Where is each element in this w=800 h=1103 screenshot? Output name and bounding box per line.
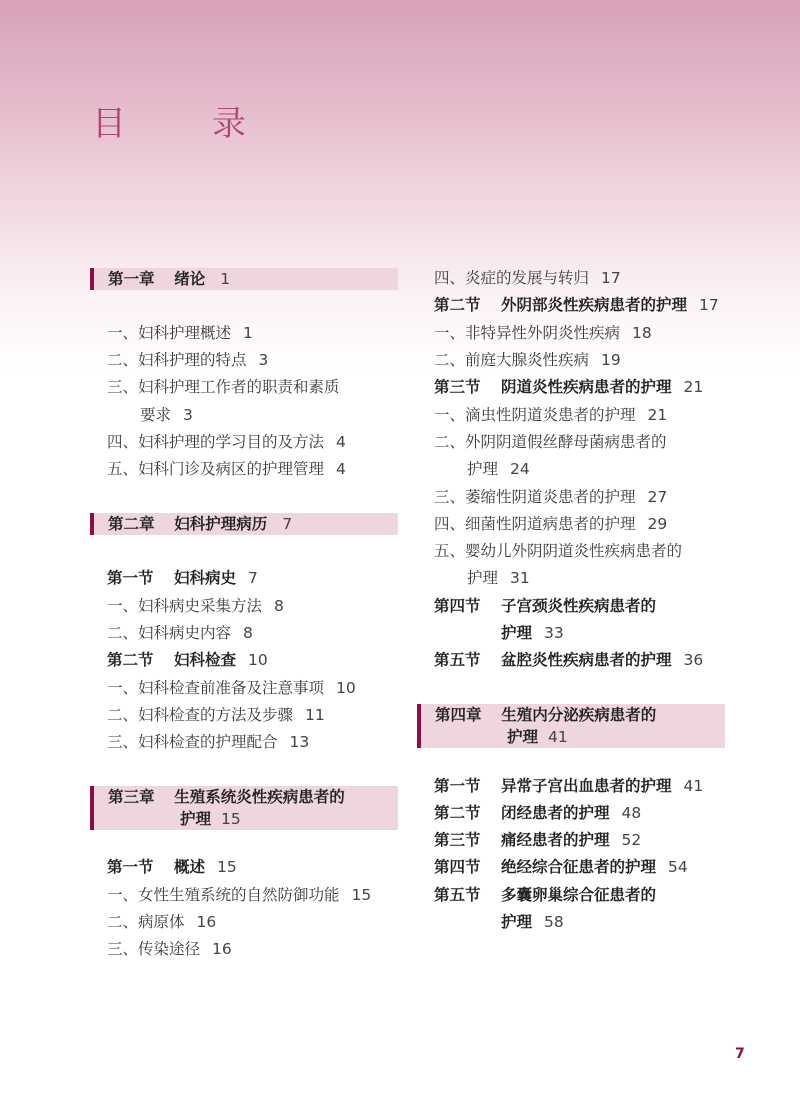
toc-entry[interactable]: [107, 884, 371, 906]
toc-entry-continuation[interactable]: [434, 458, 530, 480]
entry-page: 18: [632, 324, 652, 342]
entry-page: 24: [510, 460, 530, 478]
entry-text: 二、妇科检查的方法及步骤: [107, 706, 294, 724]
section-title: 外阴部炎性疾病患者的护理: [501, 296, 688, 314]
section-entry[interactable]: [434, 595, 656, 617]
section-entry[interactable]: [434, 376, 703, 398]
chapter-page: 41: [548, 728, 568, 746]
section-entry[interactable]: [434, 294, 719, 316]
entry-page: 11: [305, 706, 325, 724]
entry-text: 二、病原体: [107, 913, 185, 931]
entry-text: 护理: [467, 460, 499, 478]
chapter-1-heading[interactable]: [90, 268, 398, 290]
section-entry[interactable]: [434, 802, 641, 824]
toc-entry[interactable]: [107, 622, 253, 644]
page-title: 目 录: [92, 104, 272, 144]
toc-entry[interactable]: [434, 322, 652, 344]
entry-text: 护理: [467, 569, 499, 587]
section-title: 阴道炎性疾病患者的护理: [501, 378, 672, 396]
entry-text: 一、妇科护理概述: [107, 324, 232, 342]
entry-page: 17: [699, 296, 719, 314]
section-entry[interactable]: [107, 856, 237, 878]
toc-entry-continuation[interactable]: [107, 404, 193, 426]
section-number: 第三节: [434, 378, 481, 396]
entry-text: 三、妇科检查的护理配合: [107, 733, 278, 751]
chapter-title: 绪论: [174, 270, 206, 288]
entry-text: 四、妇科护理的学习目的及方法: [107, 433, 325, 451]
toc-entry-continuation[interactable]: [434, 567, 530, 589]
section-title: 概述: [174, 858, 206, 876]
entry-text: 三、妇科护理工作者的职责和素质: [107, 378, 340, 396]
section-title: 护理: [501, 913, 533, 931]
entry-page: 16: [196, 913, 217, 931]
entry-page: 41: [683, 777, 704, 795]
entry-text: 一、非特异性外阴炎性疾病: [434, 324, 621, 342]
entry-page: 36: [683, 651, 704, 669]
entry-page: 3: [183, 406, 193, 424]
entry-page: 16: [212, 940, 232, 958]
chapter-page: 1: [220, 270, 231, 288]
chapter-title-continuation: 护理: [180, 810, 212, 828]
page-number: 7: [735, 1046, 745, 1062]
entry-page: 48: [621, 804, 642, 822]
entry-page: 7: [248, 569, 258, 587]
entry-text: 一、滴虫性阴道炎患者的护理: [434, 406, 636, 424]
entry-page: 21: [647, 406, 668, 424]
toc-entry[interactable]: [107, 376, 340, 398]
chapter-page: 7: [282, 515, 293, 533]
entry-page: 15: [217, 858, 237, 876]
entry-page: 8: [274, 597, 284, 615]
entry-page: 1: [243, 324, 253, 342]
section-number: 第二节: [434, 804, 481, 822]
entry-page: 10: [248, 651, 268, 669]
entry-page: 8: [243, 624, 253, 642]
entry-text: 二、前庭大腺炎性疾病: [434, 351, 590, 369]
entry-page: 27: [647, 488, 668, 506]
entry-text: 五、妇科门诊及病区的护理管理: [107, 460, 325, 478]
section-title: 子宫颈炎性疾病患者的: [501, 597, 657, 615]
section-entry[interactable]: [434, 884, 656, 906]
toc-entry[interactable]: [434, 349, 621, 371]
entry-text: 二、妇科护理的特点: [107, 351, 247, 369]
section-entry-continuation[interactable]: [434, 622, 564, 644]
toc-entry[interactable]: [107, 595, 284, 617]
entry-page: 52: [621, 831, 642, 849]
section-number: 第二节: [107, 651, 154, 669]
chapter-2-heading[interactable]: [90, 513, 398, 535]
toc-entry[interactable]: [434, 431, 667, 453]
section-entry[interactable]: [434, 649, 703, 671]
chapter-3-heading[interactable]: [90, 786, 398, 830]
entry-text: 四、炎症的发展与转归: [434, 269, 590, 287]
toc-entry[interactable]: [434, 486, 667, 508]
chapter-title: 生殖系统炎性疾病患者的: [174, 788, 345, 806]
toc-entry[interactable]: [107, 349, 268, 371]
entry-page: 19: [601, 351, 621, 369]
section-number: 第二节: [434, 296, 481, 314]
chapter-label: 第一章: [108, 270, 155, 288]
toc-entry[interactable]: [434, 513, 667, 535]
section-number: 第五节: [434, 886, 481, 904]
entry-text: 一、女性生殖系统的自然防御功能: [107, 886, 340, 904]
entry-page: 13: [289, 733, 310, 751]
toc-entry[interactable]: [107, 677, 356, 699]
section-entry-continuation[interactable]: [434, 911, 564, 933]
chapter-title: 妇科护理病历: [174, 515, 268, 533]
entry-text: 要求: [140, 406, 172, 424]
section-title: 护理: [501, 624, 533, 642]
entry-text: 一、妇科病史采集方法: [107, 597, 263, 615]
section-number: 第五节: [434, 651, 481, 669]
section-title: 异常子宫出血患者的护理: [501, 777, 672, 795]
section-number: 第四节: [434, 858, 481, 876]
section-entry[interactable]: [434, 775, 703, 797]
entry-page: 17: [601, 269, 621, 287]
section-number: 第一节: [107, 858, 154, 876]
entry-page: 54: [668, 858, 688, 876]
section-entry[interactable]: [434, 829, 641, 851]
section-title: 妇科检查: [174, 651, 237, 669]
section-number: 第三节: [434, 831, 481, 849]
section-title: 多囊卵巢综合征患者的: [501, 886, 657, 904]
chapter-title: 生殖内分泌疾病患者的: [501, 706, 657, 724]
section-entry[interactable]: [107, 567, 258, 589]
section-entry[interactable]: [434, 856, 688, 878]
entry-text: 二、妇科病史内容: [107, 624, 232, 642]
section-title: 闭经患者的护理: [501, 804, 610, 822]
toc-entry[interactable]: [107, 431, 346, 453]
toc-entry[interactable]: [107, 458, 346, 480]
entry-text: 一、妇科检查前准备及注意事项: [107, 679, 325, 697]
entry-page: 4: [336, 460, 346, 478]
toc-entry[interactable]: [107, 704, 325, 726]
entry-page: 33: [544, 624, 564, 642]
chapter-label: 第四章: [435, 706, 482, 724]
entry-page: 10: [336, 679, 356, 697]
entry-text: 二、外阴阴道假丝酵母菌病患者的: [434, 433, 667, 451]
entry-text: 三、萎缩性阴道炎患者的护理: [434, 488, 636, 506]
entry-page: 29: [647, 515, 668, 533]
entry-page: 58: [544, 913, 564, 931]
section-title: 绝经综合征患者的护理: [501, 858, 657, 876]
chapter-label: 第二章: [108, 515, 155, 533]
section-entry[interactable]: [107, 649, 268, 671]
toc-entry[interactable]: [434, 267, 621, 289]
section-title: 妇科病史: [174, 569, 237, 587]
section-number: 第四节: [434, 597, 481, 615]
entry-page: 15: [351, 886, 372, 904]
entry-page: 3: [258, 351, 269, 369]
section-number: 第一节: [434, 777, 481, 795]
section-title: 痛经患者的护理: [501, 831, 610, 849]
entry-text: 三、传染途径: [107, 940, 201, 958]
toc-entry[interactable]: [107, 322, 253, 344]
entry-page: 31: [510, 569, 530, 587]
entry-text: 五、婴幼儿外阴阴道炎性疾病患者的: [434, 542, 683, 560]
entry-page: 4: [336, 433, 346, 451]
section-title: 盆腔炎性疾病患者的护理: [501, 651, 672, 669]
chapter-title-continuation: 护理: [507, 728, 539, 746]
chapter-page: 15: [221, 810, 241, 828]
toc-entry[interactable]: [107, 911, 216, 933]
toc-entry[interactable]: [434, 540, 682, 562]
section-number: 第一节: [107, 569, 154, 587]
chapter-label: 第三章: [108, 788, 155, 806]
entry-page: 21: [683, 378, 704, 396]
chapter-4-heading[interactable]: [417, 704, 725, 748]
toc-entry[interactable]: [434, 404, 667, 426]
entry-text: 四、细菌性阴道病患者的护理: [434, 515, 636, 533]
toc-entry[interactable]: [107, 731, 309, 753]
toc-entry[interactable]: [107, 938, 232, 960]
